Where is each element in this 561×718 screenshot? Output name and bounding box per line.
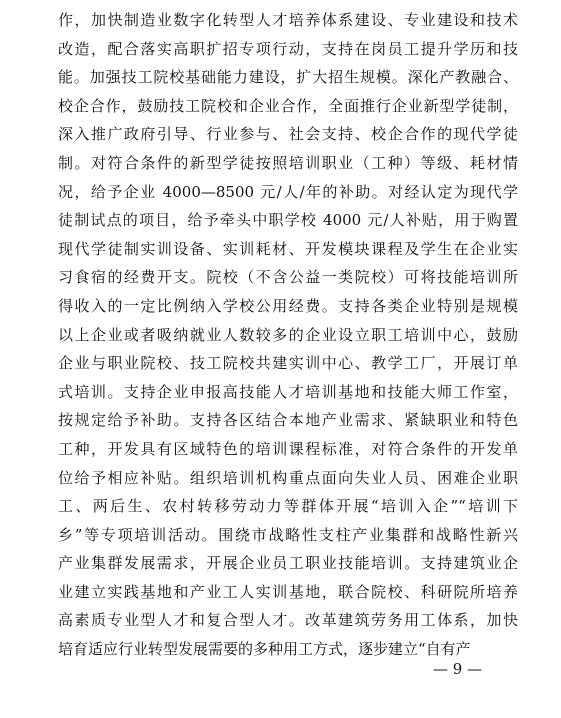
body-text <box>58 6 518 664</box>
text-line: 况，给予企业 4000—8500 元/人/年的补助。对经认定为现代学 <box>58 182 518 201</box>
text-line: 现代学徒制实训设备、实训耗材、开发模块课程及学生在企业实 <box>58 239 518 258</box>
text-line: 企业与职业院校、技工院校共建实训中心、教学工厂，开展订单 <box>58 354 518 373</box>
text-line: 高素质专业型人才和复合型人才。改革建筑劳务用工体系，加快 <box>58 611 518 630</box>
text-line: 徒制试点的项目，给予牵头中职学校 4000 元/人补贴，用于购置 <box>58 211 518 230</box>
text-line: 作，加快制造业数字化转型人才培养体系建设、专业建设和技术 <box>58 11 518 29</box>
text-line: 产业集群发展需求，开展企业员工职业技能培训。支持建筑业企 <box>58 554 518 573</box>
text-line: 得收入的一定比例纳入学校公用经费。支持各类企业特别是规模 <box>58 296 518 315</box>
text-line: 乡”等专项培训活动。围绕市战略性支柱产业集群和战略性新兴 <box>58 525 518 544</box>
text-line: 业建立实践基地和产业工人实训基地，联合院校、科研院所培养 <box>58 582 518 601</box>
text-line: 以上企业或者吸纳就业人数较多的企业设立职工培训中心，鼓励 <box>58 325 518 344</box>
text-line: 式培训。支持企业申报高技能人才培训基地和技能大师工作室， <box>58 382 518 401</box>
text-line: 改造，配合落实高职扩招专项行动，支持在岗员工提升学历和技 <box>58 39 518 58</box>
text-line: 深入推广政府引导、行业参与、社会支持、校企合作的现代学徒 <box>58 125 518 144</box>
text-line: 工种，开发具有区域特色的培训课程标准，对符合条件的开发单 <box>58 439 518 458</box>
text-line: 能。加强技工院校基础能力建设，扩大招生规模。深化产教融合、 <box>58 68 518 87</box>
text-line: 按规定给予补助。支持各区结合本地产业需求、紧缺职业和特色 <box>58 411 518 430</box>
text-line: 培育适应行业转型发展需要的多种用工方式，逐步建立“自有产 <box>58 640 471 659</box>
text-line: 习食宿的经费开支。院校（不含公益一类院校）可将技能培训所 <box>58 268 518 287</box>
text-line: 校企合作，鼓励技工院校和企业合作，全面推行企业新型学徒制， <box>58 96 518 115</box>
text-line: 工、两后生、农村转移劳动力等群体开展“培训入企”“培训下 <box>58 497 518 516</box>
text-line: 位给予相应补贴。组织培训机构重点面向失业人员、困难企业职 <box>58 468 518 487</box>
page-number: — 9 — <box>433 660 483 678</box>
text-line: 制。对符合条件的新型学徒按照培训职业（工种）等级、耗材情 <box>58 153 518 172</box>
